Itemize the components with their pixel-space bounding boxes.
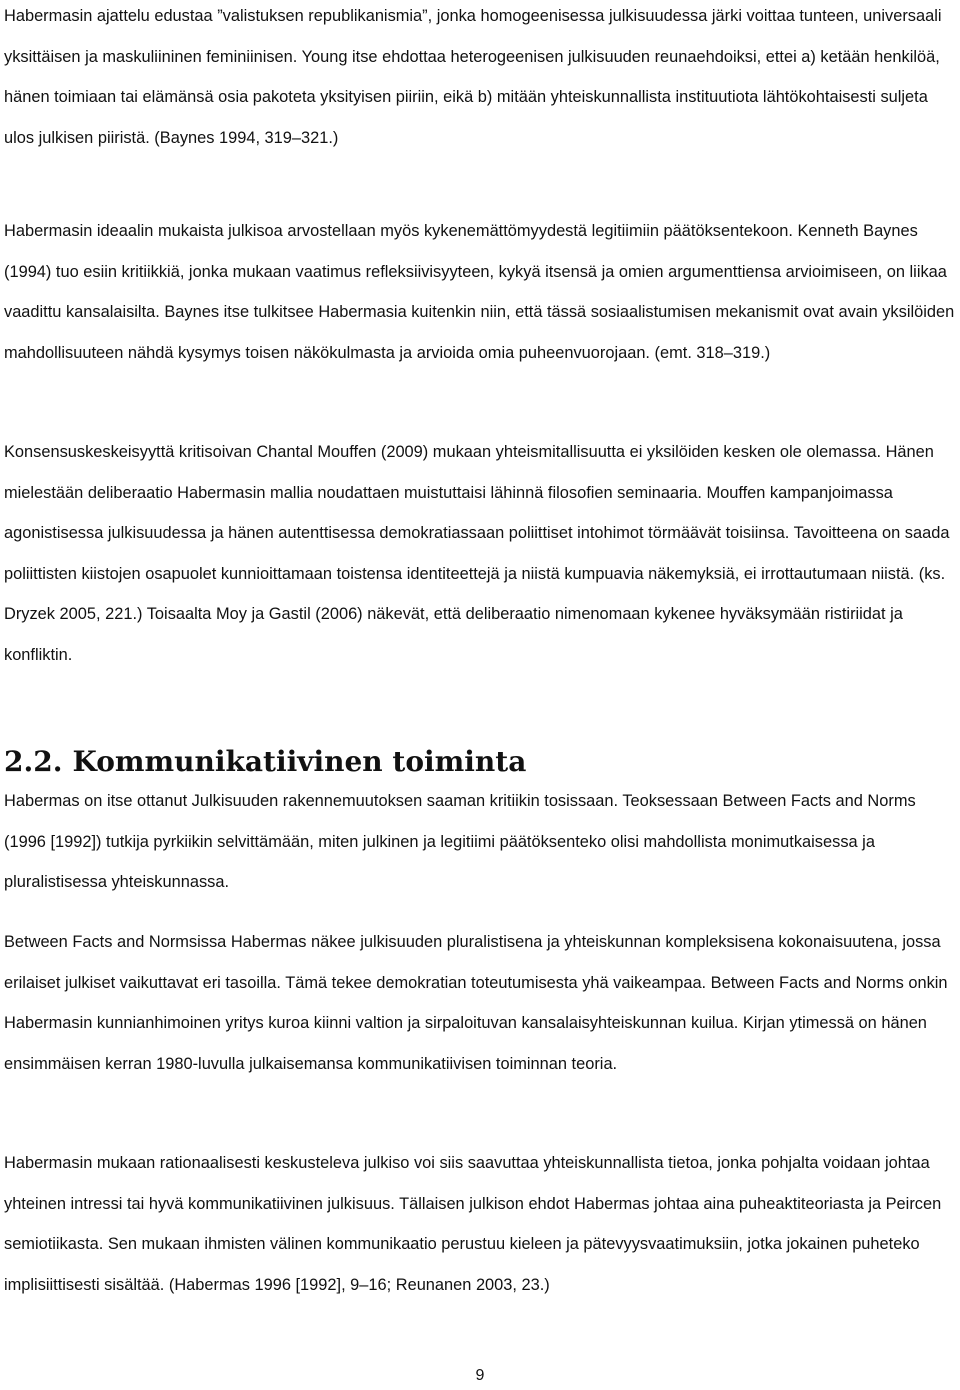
paragraph-young-critique: Habermasin ajattelu edustaa ”valistuksen republikanismia”, jonka homogeenisessa julkisuudessa järki voittaa tunteen, universaali yksittäisen ja maskuliininen feminiinisen. Young itse ehdottaa heterogeenisen julkisuuden reunaehdoiksi, ettei a) ketään henkilöä, hänen toimiaan tai elämänsä osia pakoteta yksityisen piiriin, eikä b) mitään yhteiskunnallista instituutiota lähtökohtaisesti suljeta ulos julkisen piiristä. (Baynes 1994, 319–321.): [4, 7, 942, 147]
section-number: 2.2.: [4, 745, 63, 778]
paragraph-mouffe-critique: Konsensuskeskeisyyttä kritisoivan Chantal Mouffen (2009) mukaan yhteismitallisuutta ei yksilöiden kesken ole olemassa. Hänen mielestään deliberaatio Habermasin mallia noudattaen muistuttaisi lähinnä filosofien seminaaria. Mouffen kampanjoimassa agonistisessa julkisuudessa ja hänen autenttisessa demokratiassaan poliittiset intohimot törmäävät toisiinsa. Tavoitteena on saada poliittisten kiistojen osapuolet kunnioittamaan toistensa identiteettejä ja niistä kumpuavia näkemyksiä, ei irrottautumaan niistä. (ks. Dryzek 2005, 221.) Toisaalta Moy ja Gastil (2006) näkevät, että deliberaatio nimenomaan kykenee hyväksymään ristiriidat ja konfliktin.: [4, 443, 950, 664]
section-heading: [4, 742, 526, 782]
paragraph-rational-public: Habermasin mukaan rationaalisesti keskusteleva julkiso voi siis saavuttaa yhteiskunnallista tietoa, jonka pohjalta voidaan johtaa yhteinen intressi tai hyvä kommunikatiivinen julkisuus. Tällaisen julkison ehdot Habermas johtaa aina puheaktiteoriasta ja Peircen semiotiikasta. Sen mukaan ihmisten välinen kommunikaatio perustuu kieleen ja pätevyysvaatimuksiin, jotka jokainen puheteko implisiittisesti sisältää. (Habermas 1996 [1992], 9–16; Reunanen 2003, 23.): [4, 1154, 942, 1294]
paragraph-between-facts-intro: Habermas on itse ottanut Julkisuuden rakennemuutoksen saaman kritiikin tosissaan. Teoksessaan Between Facts and Norms (1996 [1992]) tutkija pyrkiikin selvittämään, miten julkinen ja legitiimi päätöksenteko olisi mahdollista monimutkaisessa ja pluralistisessa yhteiskunnassa.: [4, 792, 916, 892]
paragraph-baynes-critique: Habermasin ideaalin mukaista julkisoa arvostellaan myös kykenemättömyydestä legitiimiin päätöksentekoon. Kenneth Baynes (1994) tuo esiin kritiikkiä, jonka mukaan vaatimus refleksiivisyyteen, kykyä itsensä ja omien argumenttiensa arvioimiseen, on liikaa vaadittu kansalaisilta. Baynes itse tulkitsee Habermasia kuitenkin niin, että tässä sosiaalistumisen mekanismit ovat avain yksilöiden mahdollisuuteen nähdä kysymys toisen näkökulmasta ja arvioida omia puheenvuorojaan. (emt. 318–319.): [4, 222, 955, 362]
page-number: 9: [475, 1367, 485, 1384]
paragraph-pluralistic-public: Between Facts and Normsissa Habermas näkee julkisuuden pluralistisena ja yhteiskunnan kompleksisena kokonaisuutena, jossa erilaiset julkiset vaikuttavat eri tasoilla. Tämä tekee demokratian toteutumisesta yhä vaikeampaa. Between Facts and Norms onkin Habermasin kunnianhimoinen yritys kuroa kiinni valtion ja sirpaloituvan kansalaisyhteiskunnan kuilua. Kirjan ytimessä on hänen ensimmäisen kerran 1980-luvulla julkaisemansa kommunikatiivisen toiminnan teoria.: [4, 933, 948, 1073]
section-title: Kommunikatiivinen toiminta: [72, 745, 527, 778]
